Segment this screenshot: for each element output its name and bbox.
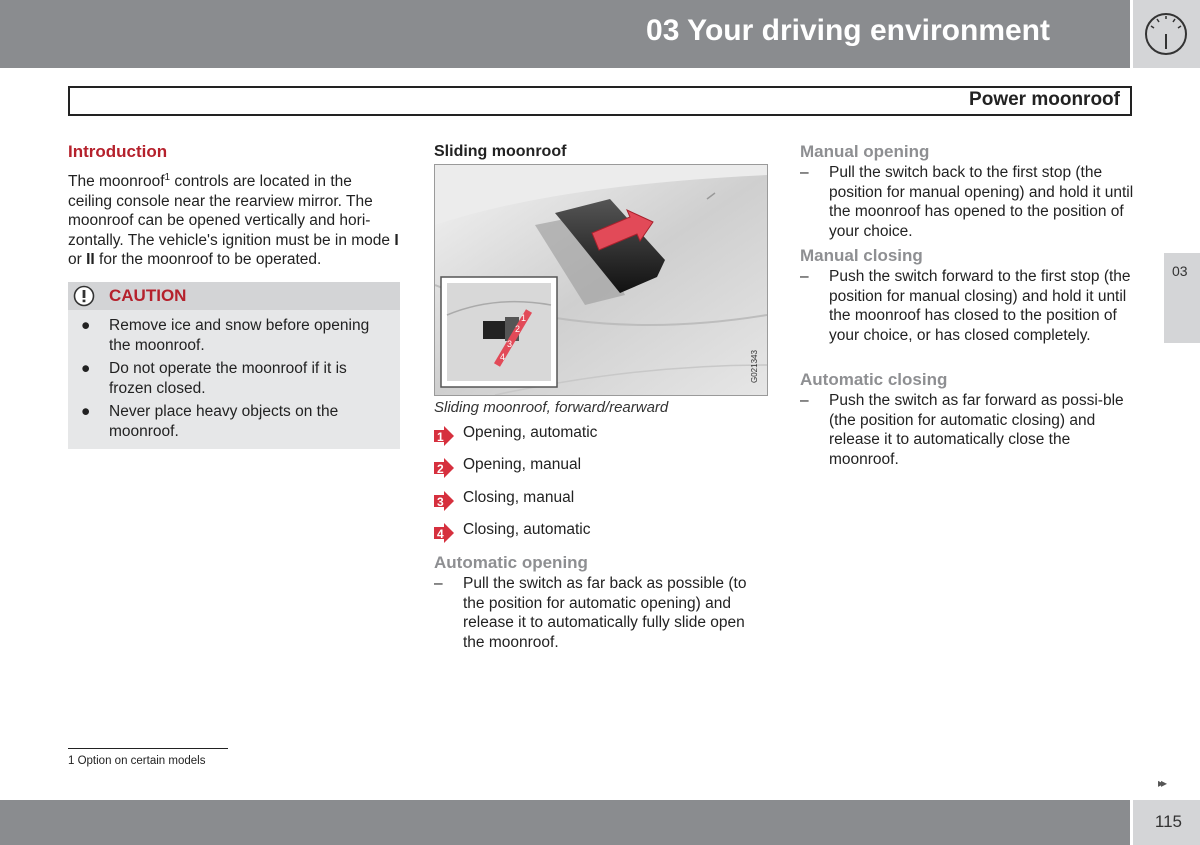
svg-text:1: 1 xyxy=(437,430,444,444)
car-roof-drawing xyxy=(435,165,767,395)
bullet-icon: ● xyxy=(81,317,91,334)
moonroof-illustration xyxy=(434,164,768,396)
caution-item: ● Do not operate the moonroof if it is frozen closed. xyxy=(81,360,347,397)
chapter-tab xyxy=(1164,253,1200,343)
legend-item: 1 Opening, automatic xyxy=(434,424,764,448)
automatic-opening-step: – Pull the switch as far back as possible (to the position for automatic opening) and release it to automatically fully slide open the moonroof. xyxy=(434,575,747,651)
manual-opening-title: Manual opening xyxy=(800,142,930,161)
footnote-ref: 1 xyxy=(164,172,171,183)
legend-item: 2 Opening, manual xyxy=(434,456,764,480)
speedometer-icon xyxy=(1133,0,1200,68)
footer-bar xyxy=(0,800,1130,845)
callout-number-icon xyxy=(434,426,454,446)
caution-box xyxy=(68,282,400,449)
section-title: Power moonroof xyxy=(969,89,1120,110)
callout-number-icon xyxy=(434,491,454,511)
introduction-body: The moonroof$^1$ controls are located in the ceiling console near the rearview mirror. The moonroof can be opened vertically and hori-zontally. The vehicle's ignition must be in mode I or II for the moonroof to be operated. xyxy=(68,172,399,269)
chapter-tab-label: 03 xyxy=(1172,263,1188,279)
exclamation-circle-icon xyxy=(73,285,95,307)
svg-text:1: 1 xyxy=(521,313,527,323)
chapter-title: 03 Your driving environment xyxy=(646,14,1050,47)
header-bar xyxy=(0,0,1130,68)
caution-item: ● Remove ice and snow before opening the moonroof. xyxy=(81,317,370,354)
legend-item: 4 Closing, automatic xyxy=(434,521,764,545)
manual-closing-step: – Push the switch forward to the first stop (the position for manual closing) and hold it until the moonroof has closed to the position of your choice, or has closed completely. xyxy=(800,268,1131,344)
introduction-title: Introduction xyxy=(68,142,168,161)
chapter-icon-box xyxy=(1133,0,1200,68)
introduction-section xyxy=(68,142,400,270)
callout-number-icon xyxy=(434,458,454,478)
footnote: 1 Option on certain models xyxy=(68,755,206,767)
svg-text:2: 2 xyxy=(437,462,444,476)
svg-text:3: 3 xyxy=(507,339,513,349)
svg-text:4: 4 xyxy=(437,527,444,541)
automatic-closing-title: Automatic closing xyxy=(800,370,948,389)
legend-item: 3 Closing, manual xyxy=(434,489,764,513)
figure-code: G021343 xyxy=(750,350,759,383)
footnote-rule xyxy=(68,748,228,749)
svg-text:2: 2 xyxy=(515,324,521,334)
page-number-box xyxy=(1133,800,1200,845)
svg-text:3: 3 xyxy=(437,495,444,509)
figure-caption: Sliding moonroof, forward/rearward xyxy=(434,399,669,416)
callout-number-icon xyxy=(434,523,454,543)
bullet-icon: ● xyxy=(81,360,91,377)
caution-label: CAUTION xyxy=(109,286,187,305)
page-number: 115 xyxy=(1154,812,1182,831)
caution-item: ● Never place heavy objects on the moonroof. xyxy=(81,403,339,440)
svg-text:4: 4 xyxy=(500,352,506,362)
manual-opening-step: – Pull the switch back to the first stop (the position for manual opening) and hold it until the moonroof has opened to the position of your choice. xyxy=(800,164,1134,240)
section-header xyxy=(68,86,1132,116)
manual-closing-title: Manual closing xyxy=(800,246,923,265)
bullet-icon: ● xyxy=(81,403,91,420)
continue-arrows-icon: ▸▸ xyxy=(1158,776,1165,790)
automatic-opening-title: Automatic opening xyxy=(434,553,588,572)
automatic-closing-step: – Push the switch as far forward as possi-ble (the position for automatic closing) and release it to automatically close the moonroof. xyxy=(800,392,1124,468)
sliding-moonroof-title: Sliding moonroof xyxy=(434,143,567,160)
caution-header xyxy=(68,282,400,310)
